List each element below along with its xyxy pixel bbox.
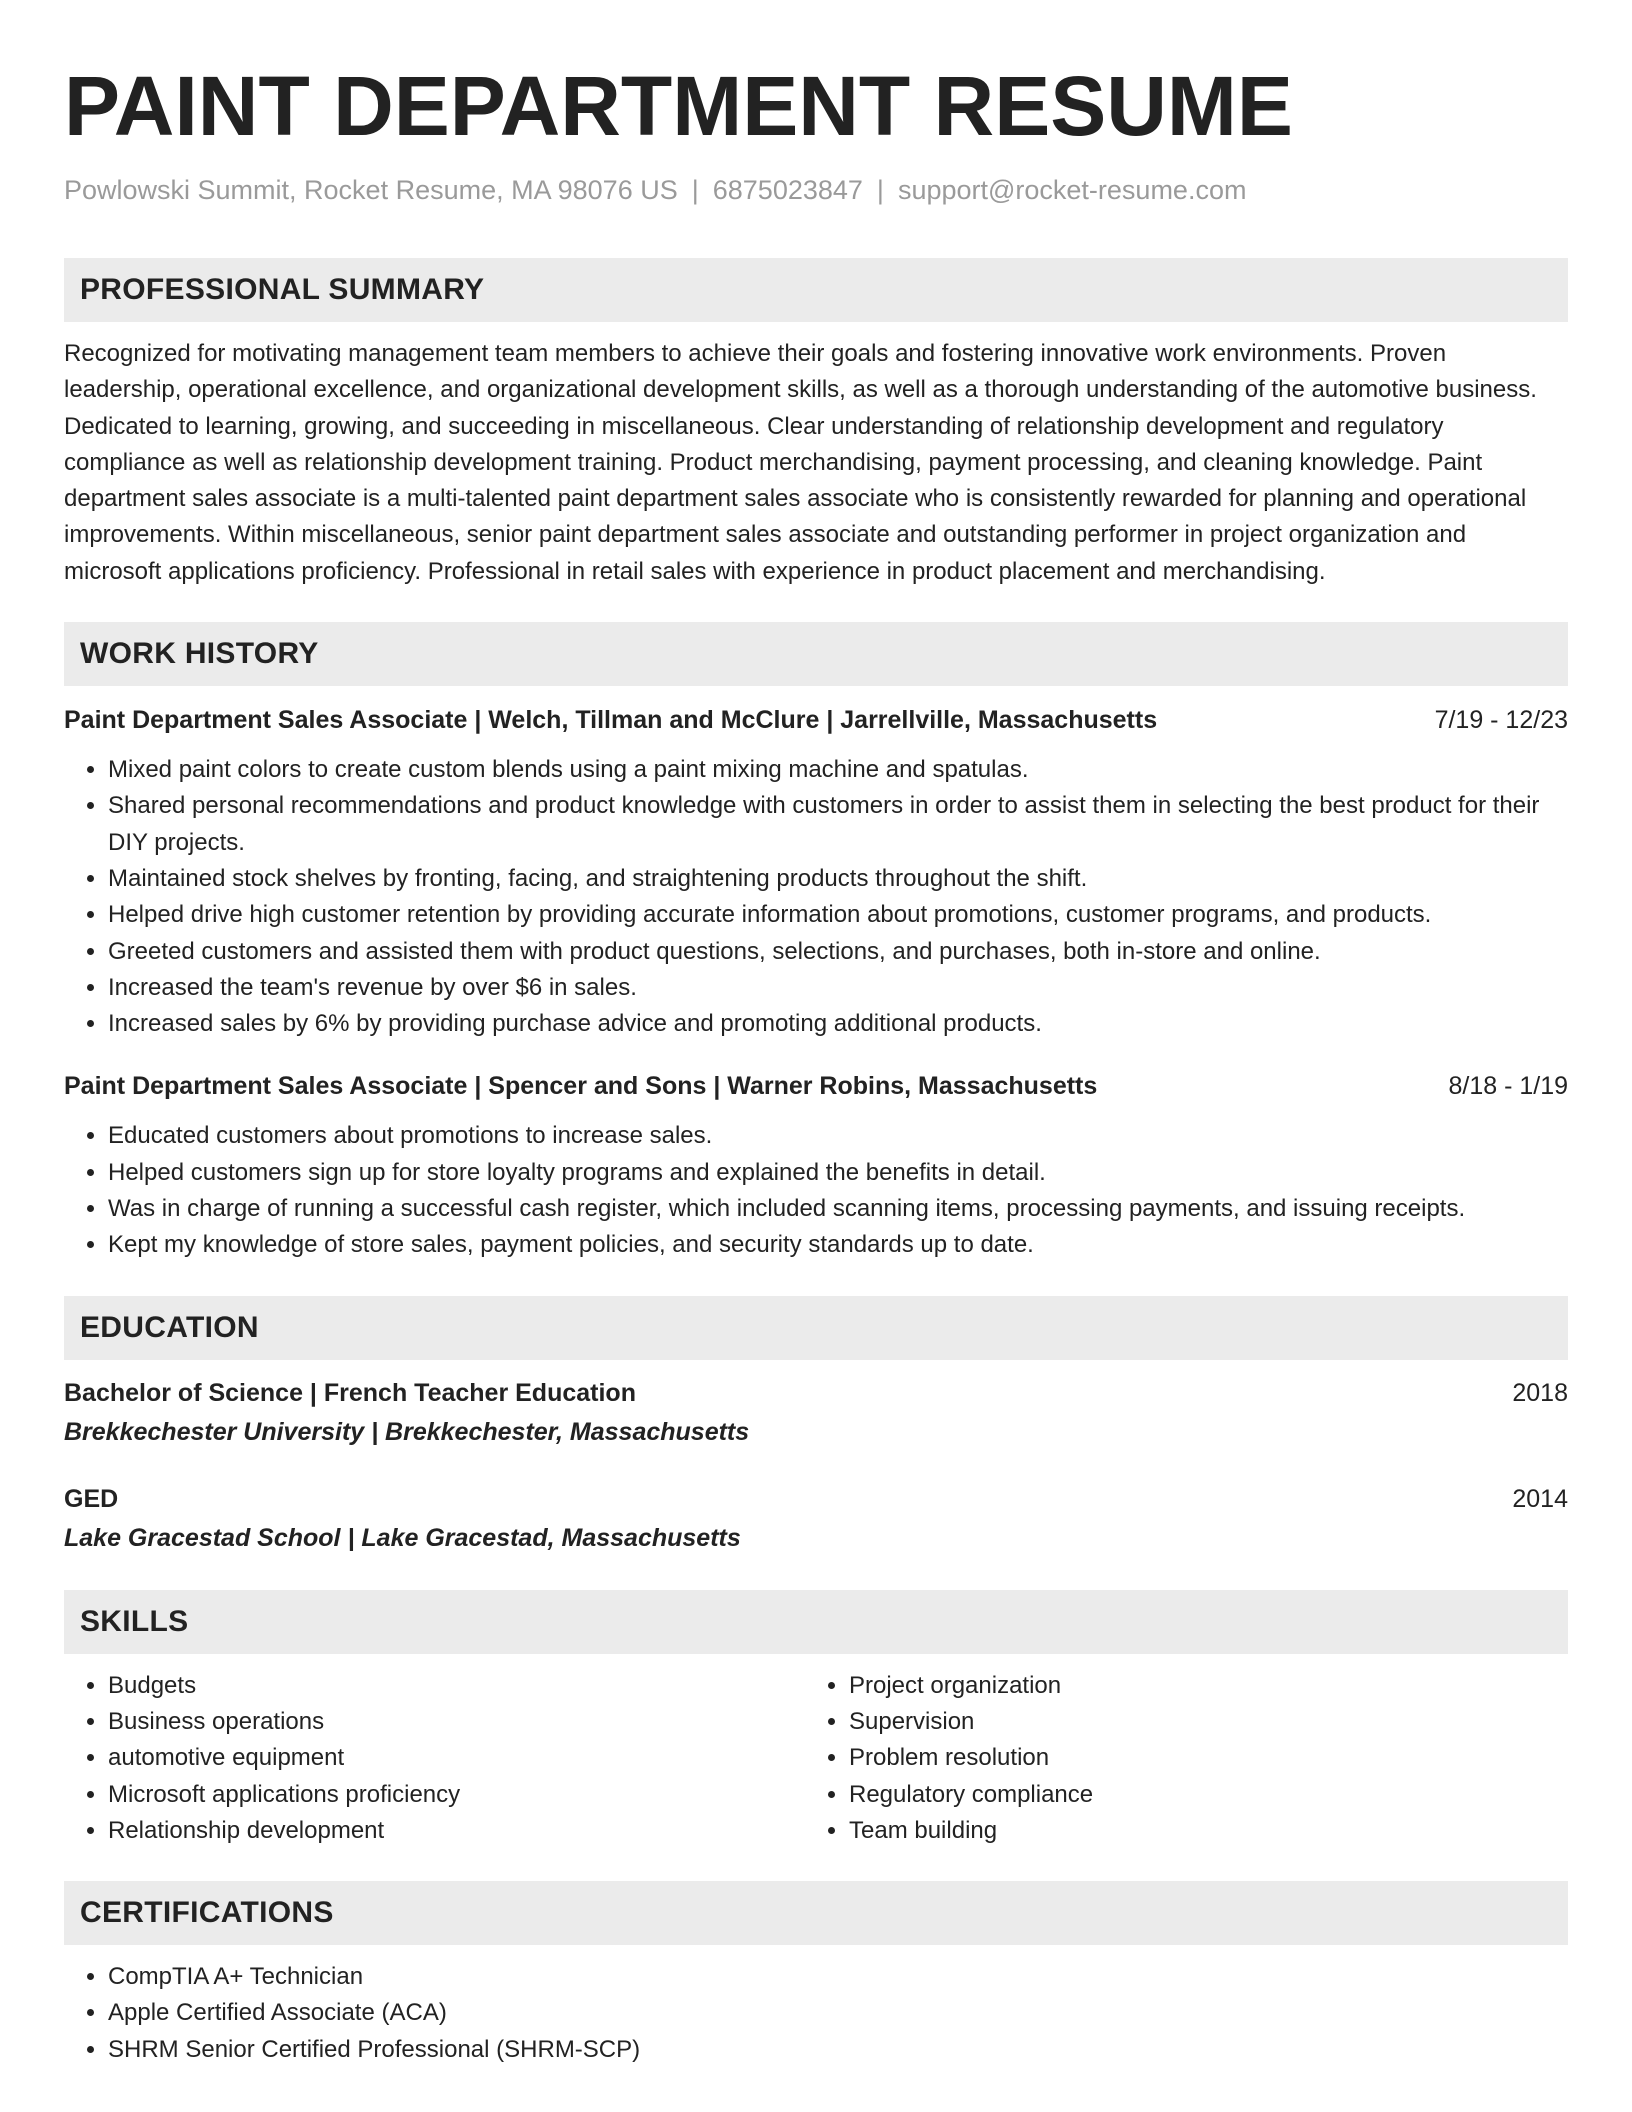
skill-item: • Budgets (108, 1668, 805, 1704)
certification-item: • Apple Certified Associate (ACA) (108, 1995, 1568, 2031)
job-bullet: • Helped customers sign up for store loyalty programs and explained the benefits in detail. (108, 1155, 1568, 1191)
job-header (64, 1068, 1568, 1104)
job-bullet: • Shared personal recommendations and product knowledge with customers in order to assist them in selecting the best product for their DIY projects. (108, 788, 1568, 861)
skill-item: • Project organization (849, 1668, 1546, 1704)
job-bullets (64, 752, 1568, 1042)
section-heading-certifications: CERTIFICATIONS (64, 1881, 1568, 1945)
education-entry (64, 1480, 1568, 1558)
certification-item: • CompTIA A+ Technician (108, 1959, 1568, 1995)
skill-item: • Microsoft applications proficiency (108, 1777, 805, 1813)
job-bullet: • Greeted customers and assisted them with product questions, selections, and purchases, both in-store and online. (108, 934, 1568, 970)
education-header (64, 1480, 1568, 1518)
contact-line (64, 170, 1568, 210)
job-dates: 8/18 - 1/19 (1448, 1072, 1568, 1101)
certification-item: • SHRM Senior Certified Professional (SHRM-SCP) (108, 2032, 1568, 2068)
education-school: Lake Gracestad School | Lake Gracestad, Massachusetts (64, 1523, 741, 1552)
skill-item: • automotive equipment (108, 1740, 805, 1776)
skill-item: • Relationship development (108, 1813, 805, 1849)
education-school: Brekkechester University | Brekkechester, Massachusetts (64, 1417, 750, 1446)
education-degree: GED (64, 1484, 119, 1513)
section-heading-summary: PROFESSIONAL SUMMARY (64, 258, 1568, 322)
job-bullet: • Was in charge of running a successful cash register, which included scanning items, processing payments, and issuing receipts. (108, 1191, 1568, 1227)
job-dates: 7/19 - 12/23 (1434, 706, 1568, 735)
skill-item: • Regulatory compliance (849, 1777, 1546, 1813)
education-header (64, 1374, 1568, 1412)
contact-address: Powlowski Summit, Rocket Resume, MA 98076 US (64, 175, 678, 205)
education-degree: Bachelor of Science | French Teacher Education (64, 1378, 636, 1407)
job-bullet: • Increased the team's revenue by over $6 in sales. (108, 970, 1568, 1006)
skill-item: • Team building (849, 1813, 1546, 1849)
skills-column-left (64, 1668, 805, 1849)
section-heading-skills: SKILLS (64, 1590, 1568, 1654)
skills-grid (64, 1668, 1568, 1849)
job-header (64, 702, 1568, 738)
contact-phone: 6875023847 (712, 175, 863, 205)
job-bullet: • Helped drive high customer retention by providing accurate information about promotions, customer programs, and products. (108, 897, 1568, 933)
job-title: Paint Department Sales Associate | Welch, Tillman and McClure | Jarrellville, Massachusetts (64, 706, 1158, 735)
certification-list (64, 1959, 1568, 2068)
contact-separator: | (876, 175, 884, 205)
education-entry (64, 1374, 1568, 1452)
contact-email: support@rocket-resume.com (897, 175, 1247, 205)
skill-item: • Problem resolution (849, 1740, 1546, 1776)
job-bullet: • Mixed paint colors to create custom blends using a paint mixing machine and spatulas. (108, 752, 1568, 788)
job-entry (64, 1068, 1568, 1263)
contact-separator: | (691, 175, 699, 205)
skills-column-right (805, 1668, 1546, 1849)
job-bullets (64, 1118, 1568, 1263)
skill-item: • Supervision (849, 1704, 1546, 1740)
job-bullet: • Educated customers about promotions to increase sales. (108, 1118, 1568, 1154)
section-heading-education: EDUCATION (64, 1296, 1568, 1360)
job-entry (64, 702, 1568, 1042)
job-bullet: • Increased sales by 6% by providing purchase advice and promoting additional products. (108, 1006, 1568, 1042)
education-year: 2018 (1512, 1378, 1568, 1407)
skill-item: • Business operations (108, 1704, 805, 1740)
summary-text: Recognized for motivating management team members to achieve their goals and fostering innovative work environments. Proven leadership, operational excellence, and organizational development skills, as well as a thorough understanding of the automotive business. Dedicated to learning, growing, and succeeding in miscellaneous. Clear understanding of relationship development and regulatory compliance as well as relationship development training. Product merchandising, payment processing, and cleaning knowledge. Paint department sales associate is a multi-talented paint department sales associate who is consistently rewarded for planning and operational improvements. Within miscellaneous, senior paint department sales associate and outstanding performer in project organization and microsoft applications proficiency. Professional in retail sales with experience in product placement and merchandising. (64, 340, 1537, 585)
job-title: Paint Department Sales Associate | Spencer and Sons | Warner Robins, Massachusetts (64, 1072, 1098, 1101)
resume-title: PAINT DEPARTMENT RESUME (64, 59, 1293, 153)
section-heading-work-history: WORK HISTORY (64, 622, 1568, 686)
education-year: 2014 (1512, 1484, 1568, 1513)
job-bullet: • Maintained stock shelves by fronting, facing, and straightening products throughout the shift. (108, 861, 1568, 897)
job-bullet: • Kept my knowledge of store sales, payment policies, and security standards up to date. (108, 1227, 1568, 1263)
